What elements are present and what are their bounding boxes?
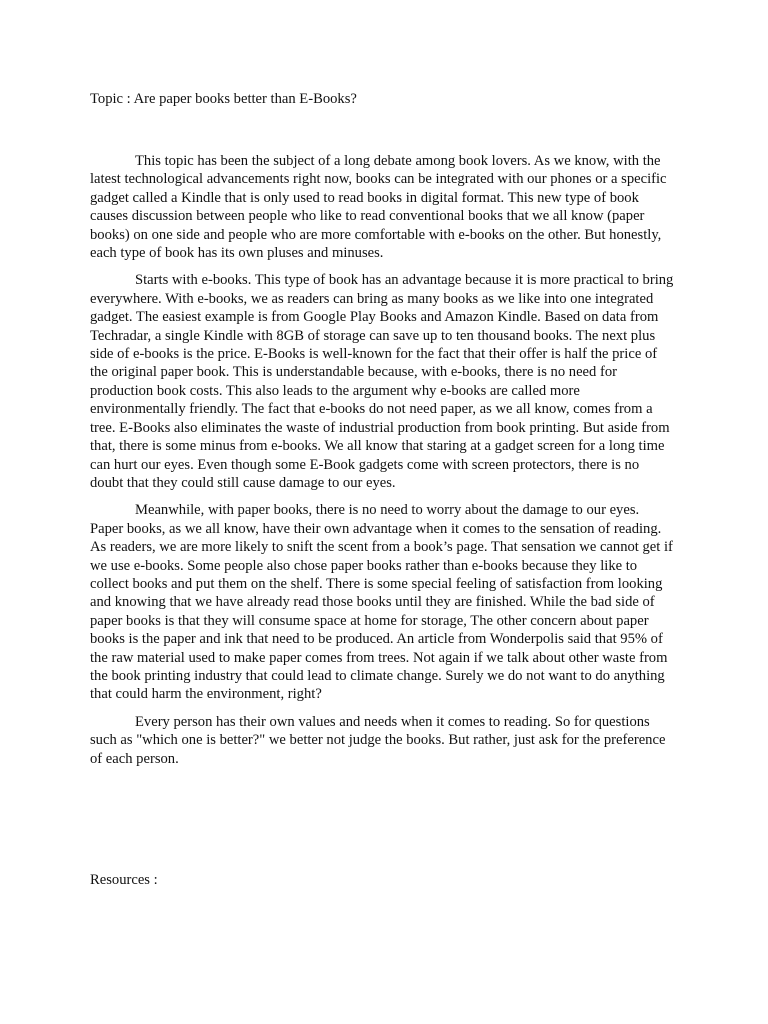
resources-heading: Resources : bbox=[90, 872, 158, 888]
paragraph-conclusion: Every person has their own values and needs when it comes to reading. So for questions such as "which one is better?" we better not judge the books. But rather, just ask for the preference of each person. bbox=[90, 713, 666, 767]
document-body bbox=[90, 152, 676, 768]
document-topic: Topic : Are paper books better than E-Books? bbox=[90, 91, 357, 107]
paragraph-ebooks: Starts with e-books. This type of book has an advantage because it is more practical to bring everywhere. With e-books, we as readers can bring as many books as we like into one integrated gadget. The easiest example is from Google Play Books and Amazon Kindle. Based on data from Techradar, a single Kindle with 8GB of storage can save up to ten thousand books. The next plus side of e-books is the price. E-Books is well-known for the fact that their offer is half the price of the original paper book. This is understandable because, with e-books, there is no need for production book costs. This also leads to the argument why e-books are called more environmentally friendly. The fact that e-books do not need paper, as we all know, comes from a tree. E-Books also eliminates the waste of industrial production from book printing. But aside from that, there is some minus from e-books. We all know that staring at a gadget screen for a long time can hurt our eyes. Even though some E-Book gadgets come with screen protectors, there is no doubt that they could still cause damage to our eyes. bbox=[90, 272, 674, 491]
document-page bbox=[90, 90, 676, 777]
paragraph-intro: This topic has been the subject of a long debate among book lovers. As we know, with the latest technological advancements right now, books can be integrated with our phones or a specific gadget called a Kindle that is only used to read books in digital format. This new type of book causes discussion between people who like to read conventional books that we all know (paper books) on one side and people who are more comfortable with e-books on the other. But honestly, each type of book has its own pluses and minuses. bbox=[90, 153, 667, 262]
paragraph-paper-books: Meanwhile, with paper books, there is no need to worry about the damage to our eyes. Paper books, as we all know, have their own advantage when it comes to the sensation of reading. As readers, we are more likely to snift the scent from a book’s page. That sensation we cannot get if we use e-books. Some people also chose paper books rather than e-books because they like to collect books and put them on the shelf. There is some special feeling of satisfaction from looking and knowing that we have already read those books until they are finished. While the bad side of paper books is that they will consume space at home for storage, The other concern about paper books is the paper and ink that need to be produced. An article from Wonderpolis said that 95% of the raw material used to make paper comes from trees. Not again if we talk about other waste from the book printing industry that could lead to climate change. Surely we do not want to do anything that could harm the environment, right? bbox=[90, 502, 673, 703]
